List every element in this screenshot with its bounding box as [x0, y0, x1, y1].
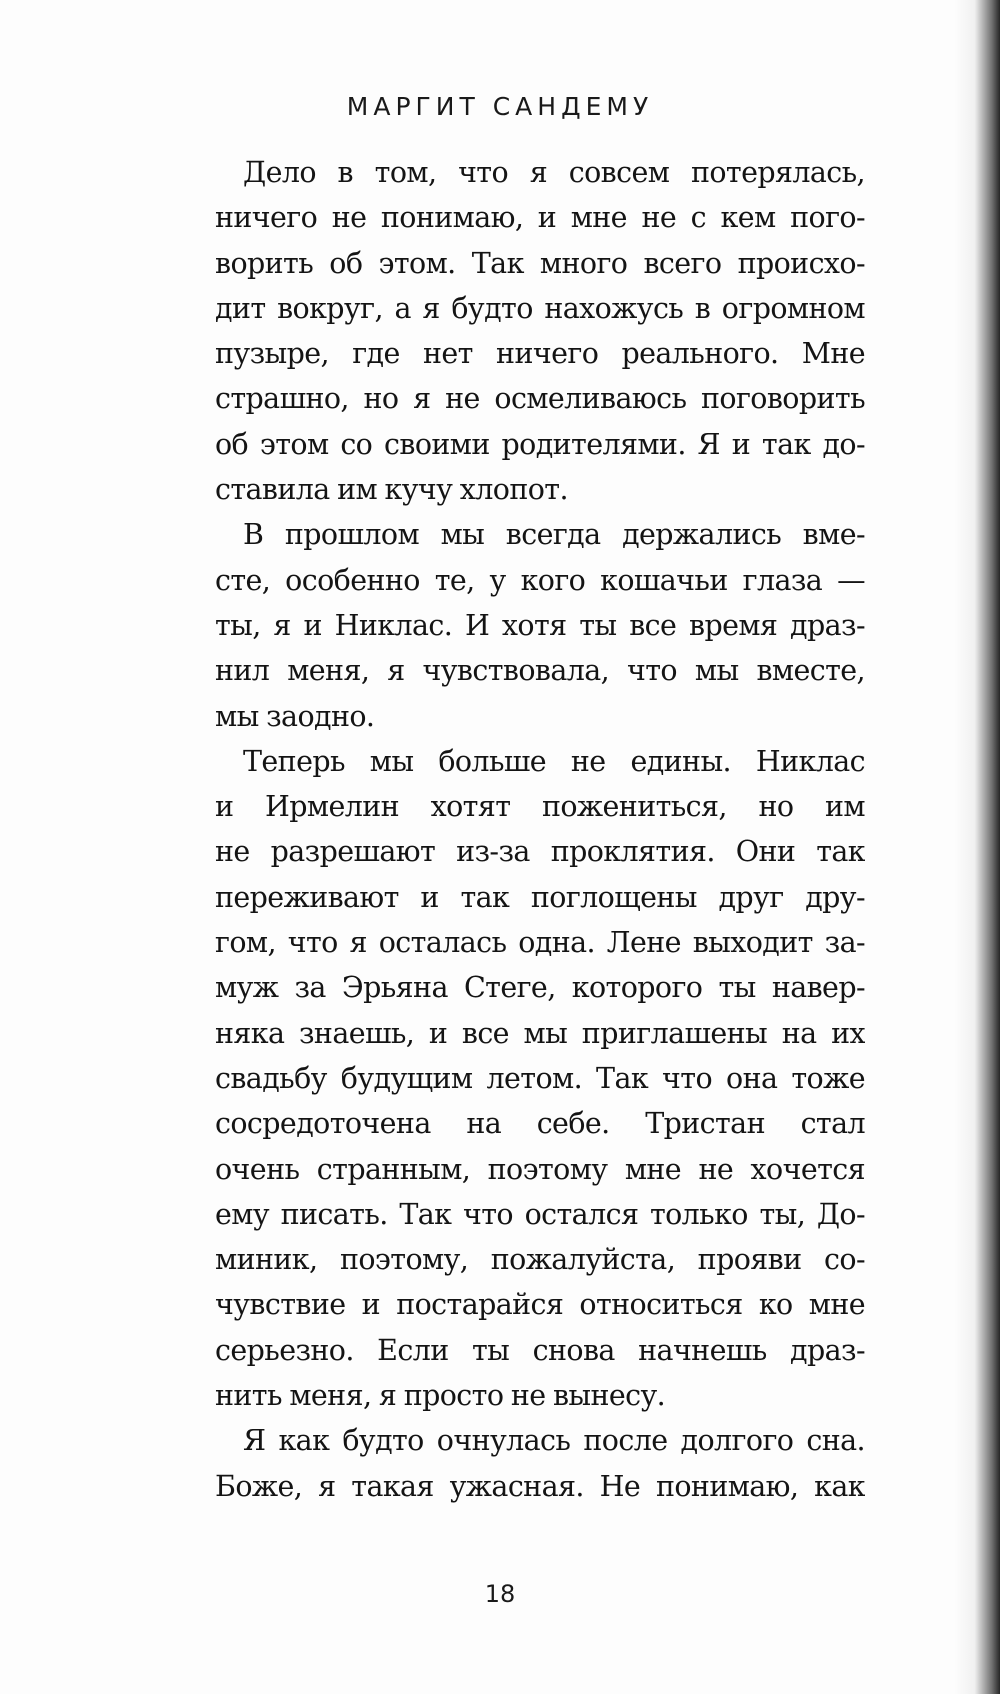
text-line: Дело в том, что я совсем потерялась, [243, 156, 865, 189]
text-line: миник, поэтому, пожалуйста, прояви со- [215, 1243, 865, 1277]
text-line: нил меня, я чувствовала, что мы вместе, [215, 654, 865, 688]
text-line: Теперь мы больше не едины. Никлас [243, 744, 865, 778]
text-line: дит вокруг, а я будто нахожусь в огромном [215, 291, 865, 325]
text-line: очень странным, поэтому мне не хочется [215, 1152, 865, 1186]
text-line: ты, я и Никлас. И хотя ты все время драз- [215, 608, 865, 642]
text-line: ворить об этом. Так много всего происхо- [215, 246, 865, 280]
text-line: сте, особенно те, у кого кошачьи глаза — [215, 563, 865, 597]
text-line: ставила им кучу хлопот. [215, 473, 568, 507]
text-line: Боже, я такая ужасная. Не понимаю, как [215, 1469, 865, 1503]
page-number: 18 [484, 1580, 516, 1608]
text-line: нить меня, я просто не вынесу. [215, 1379, 666, 1413]
running-head-author: МАРГИТ САНДЕМУ [346, 92, 654, 121]
text-line: свадьбу будущим летом. Так что она тоже [215, 1061, 865, 1095]
text-line: В прошлом мы всегда держались вме- [243, 518, 865, 552]
text-line: пузыре, где нет ничего реального. Мне [215, 337, 865, 371]
text-line: Я как будто очнулась после долгого сна. [243, 1424, 865, 1458]
text-line: серьезно. Если ты снова начнешь драз- [215, 1333, 865, 1367]
text-line: сосредоточена на себе. Тристан стал [215, 1107, 865, 1141]
text-line: об этом со своими родителями. Я и так до- [215, 427, 865, 461]
text-line: мы заодно. [215, 699, 375, 733]
text-line: не разрешают из-за проклятия. Они так [215, 835, 865, 869]
text-line: ему писать. Так что остался только ты, До- [215, 1197, 865, 1231]
text-line: муж за Эрьяна Стеге, которого ты навер- [215, 971, 865, 1005]
text-line: и Ирмелин хотят пожениться, но им [215, 790, 865, 824]
text-line: страшно, но я не осмеливаюсь поговорить [215, 382, 865, 416]
text-line: чувствие и постарайся относиться ко мне [215, 1288, 865, 1322]
text-line: ничего не понимаю, и мне не с кем пого- [215, 201, 865, 235]
text-line: переживают и так поглощены друг дру- [215, 880, 865, 914]
text-line: няка знаешь, и все мы приглашены на их [215, 1016, 865, 1050]
text-line: гом, что я осталась одна. Лене выходит за- [215, 926, 865, 960]
body-text [215, 150, 865, 1509]
page-binding-shadow [954, 0, 1000, 1694]
